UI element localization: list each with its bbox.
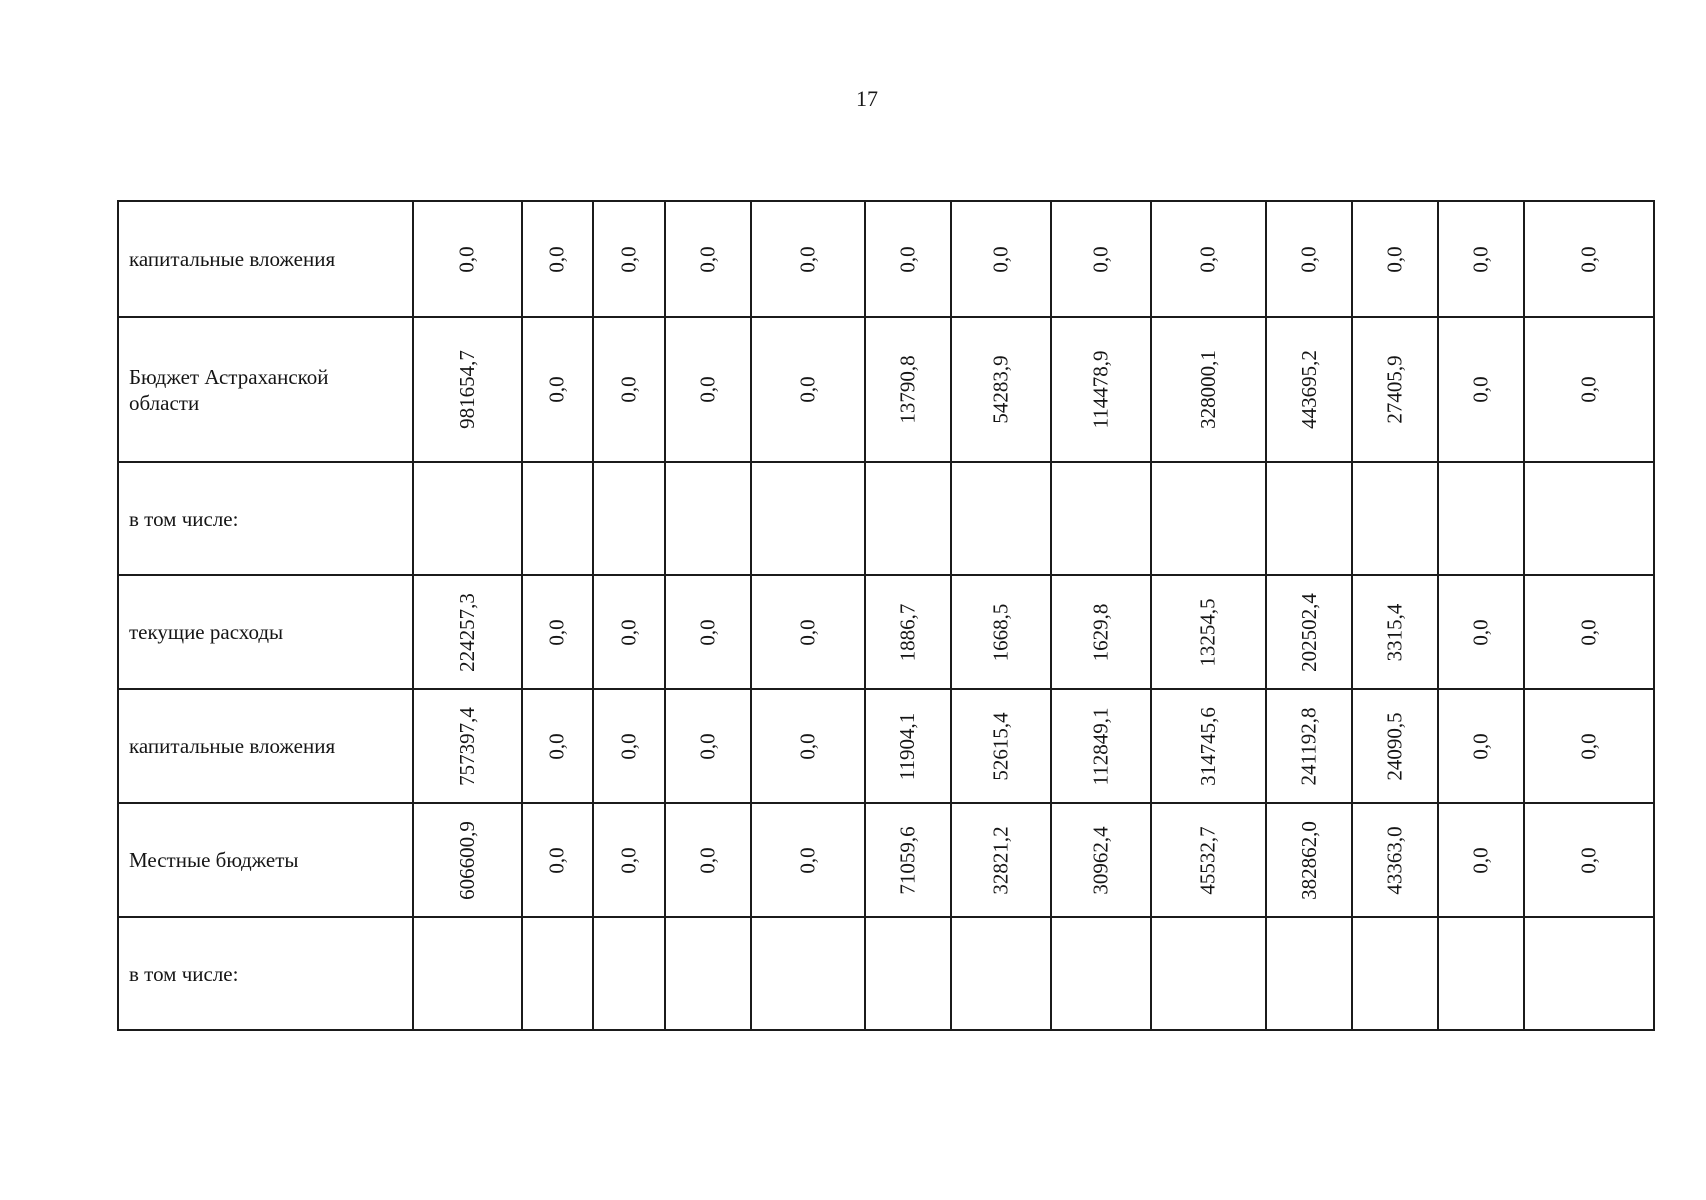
- table-cell: [1438, 689, 1524, 803]
- table-cell: [1151, 462, 1266, 575]
- cell-value: 0,0: [616, 732, 641, 760]
- table-row: [118, 201, 1654, 317]
- cell-value: 0,0: [695, 618, 720, 646]
- table-cell: [413, 462, 522, 575]
- table-cell: [1151, 803, 1266, 917]
- table-cell: [1051, 575, 1151, 689]
- table-cell: [1051, 689, 1151, 803]
- cell-value: 1886,7: [895, 603, 920, 661]
- table-cell: [1438, 201, 1524, 317]
- table-cell: [951, 201, 1051, 317]
- table-cell: [751, 917, 865, 1030]
- table-cell: [1438, 462, 1524, 575]
- table-cell: [951, 803, 1051, 917]
- table-cell: [865, 689, 951, 803]
- cell-value: 45532,7: [1196, 825, 1220, 895]
- table-cell: [1266, 201, 1352, 317]
- table-cell: [522, 317, 593, 462]
- cell-value: 27405,9: [1382, 355, 1407, 424]
- cell-value: 112849,1: [1088, 707, 1113, 785]
- table-cell: [751, 462, 865, 575]
- table-cell: [1352, 689, 1438, 803]
- table-row: [118, 689, 1654, 803]
- table-row: [118, 462, 1654, 575]
- table-cell: [593, 317, 665, 462]
- table-cell: [413, 917, 522, 1030]
- table-cell: [1151, 201, 1266, 317]
- table-cell: [1438, 803, 1524, 917]
- table-cell: [522, 803, 593, 917]
- row-label: текущие расходы: [118, 575, 413, 689]
- cell-value: 0,0: [1382, 245, 1407, 273]
- cell-value: 314745,6: [1196, 706, 1220, 786]
- table-cell: [593, 803, 665, 917]
- row-label: капитальные вложения: [118, 689, 413, 803]
- cell-value: 0,0: [1576, 618, 1601, 646]
- cell-value: 43363,0: [1382, 825, 1407, 895]
- table-cell: [413, 689, 522, 803]
- cell-value: 30962,4: [1088, 825, 1113, 895]
- cell-value: 0,0: [455, 245, 479, 273]
- table-cell: [1438, 917, 1524, 1030]
- table-row: [118, 575, 1654, 689]
- table-cell: [865, 201, 951, 317]
- table-cell: [1438, 317, 1524, 462]
- cell-value: 202502,4: [1296, 592, 1321, 672]
- cell-value: 71059,6: [895, 825, 920, 895]
- cell-value: 0,0: [695, 846, 720, 874]
- cell-value: 0,0: [1468, 732, 1493, 760]
- cell-value: 757397,4: [455, 706, 479, 786]
- table-cell: [1151, 575, 1266, 689]
- cell-value: 54283,9: [988, 355, 1013, 424]
- cell-value: 0,0: [545, 618, 569, 646]
- table-cell: [522, 201, 593, 317]
- table-cell: [865, 575, 951, 689]
- table-cell: [751, 803, 865, 917]
- cell-value: 11904,1: [895, 712, 920, 780]
- table-cell: [665, 201, 751, 317]
- table-cell: [1524, 462, 1654, 575]
- table-cell: [751, 317, 865, 462]
- cell-value: 0,0: [795, 846, 820, 874]
- table-cell: [1352, 317, 1438, 462]
- cell-value: 0,0: [1296, 245, 1321, 273]
- table-cell: [1266, 689, 1352, 803]
- table-cell: [413, 317, 522, 462]
- table-cell: [593, 917, 665, 1030]
- table-cell: [1051, 917, 1151, 1030]
- cell-value: 0,0: [1088, 245, 1113, 273]
- cell-value: 32821,2: [988, 825, 1013, 895]
- budget-table: [117, 200, 1655, 1031]
- table-cell: [951, 462, 1051, 575]
- cell-value: 241192,8: [1296, 707, 1321, 785]
- table-cell: [751, 689, 865, 803]
- table-cell: [1524, 575, 1654, 689]
- cell-value: 0,0: [1576, 245, 1601, 273]
- table-cell: [1151, 317, 1266, 462]
- table-cell: [1266, 317, 1352, 462]
- cell-value: 0,0: [1196, 245, 1220, 273]
- cell-value: 0,0: [695, 245, 720, 273]
- row-label: капитальные вложения: [118, 201, 413, 317]
- cell-value: 0,0: [1576, 732, 1601, 760]
- cell-value: 0,0: [545, 846, 569, 874]
- cell-value: 13254,5: [1196, 597, 1220, 667]
- cell-value: 13790,8: [895, 355, 920, 424]
- table-cell: [413, 575, 522, 689]
- table-cell: [665, 917, 751, 1030]
- table-cell: [522, 462, 593, 575]
- page-number: 17: [856, 86, 878, 111]
- cell-value: 0,0: [1576, 376, 1601, 403]
- table-cell: [1352, 462, 1438, 575]
- table-cell: [665, 317, 751, 462]
- table-cell: [1524, 803, 1654, 917]
- cell-value: 382862,0: [1296, 820, 1321, 900]
- cell-value: 0,0: [695, 376, 720, 403]
- cell-value: 606600,9: [455, 820, 479, 900]
- cell-value: 0,0: [1468, 846, 1493, 874]
- table-cell: [593, 575, 665, 689]
- table-cell: [1266, 803, 1352, 917]
- cell-value: 0,0: [1468, 376, 1493, 403]
- cell-value: 52615,4: [988, 711, 1013, 781]
- table-cell: [1524, 689, 1654, 803]
- cell-value: 0,0: [616, 618, 641, 646]
- cell-value: 0,0: [988, 245, 1013, 273]
- cell-value: 0,0: [616, 846, 641, 874]
- cell-value: 0,0: [545, 376, 569, 403]
- table-row: [118, 917, 1654, 1030]
- table-cell: [522, 689, 593, 803]
- table-cell: [1266, 462, 1352, 575]
- table-cell: [665, 575, 751, 689]
- table-cell: [1151, 917, 1266, 1030]
- cell-value: 114478,9: [1088, 350, 1113, 429]
- table-cell: [1524, 317, 1654, 462]
- table-cell: [951, 317, 1051, 462]
- table-cell: [1266, 575, 1352, 689]
- table-cell: [1151, 689, 1266, 803]
- table-cell: [951, 917, 1051, 1030]
- cell-value: 0,0: [616, 376, 641, 403]
- cell-value: 0,0: [795, 732, 820, 760]
- row-label: Местные бюджеты: [118, 803, 413, 917]
- table-cell: [1266, 917, 1352, 1030]
- table-cell: [1524, 201, 1654, 317]
- table-cell: [665, 689, 751, 803]
- table-cell: [865, 317, 951, 462]
- cell-value: 0,0: [795, 376, 820, 403]
- cell-value: 328000,1: [1196, 350, 1220, 429]
- table-cell: [751, 201, 865, 317]
- table-cell: [522, 917, 593, 1030]
- row-label: в том числе:: [118, 462, 413, 575]
- cell-value: 24090,5: [1382, 711, 1407, 781]
- table-row: [118, 803, 1654, 917]
- table-cell: [593, 201, 665, 317]
- table-cell: [593, 462, 665, 575]
- cell-value: 0,0: [795, 618, 820, 646]
- row-label: в том числе:: [118, 917, 413, 1030]
- cell-value: 0,0: [695, 732, 720, 760]
- cell-value: 443695,2: [1296, 350, 1321, 429]
- table-cell: [951, 575, 1051, 689]
- cell-value: 1629,8: [1088, 603, 1113, 661]
- table-cell: [1352, 201, 1438, 317]
- table-cell: [865, 803, 951, 917]
- cell-value: 0,0: [1468, 618, 1493, 646]
- table-cell: [665, 803, 751, 917]
- cell-value: 0,0: [795, 245, 820, 273]
- table-cell: [1352, 917, 1438, 1030]
- cell-value: 981654,7: [455, 350, 479, 429]
- row-label: Бюджет Астраханской области: [118, 317, 413, 462]
- cell-value: 0,0: [545, 732, 569, 760]
- table-cell: [865, 917, 951, 1030]
- table-cell: [865, 462, 951, 575]
- table-cell: [951, 689, 1051, 803]
- table-cell: [1051, 201, 1151, 317]
- table-cell: [522, 575, 593, 689]
- cell-value: 0,0: [895, 245, 920, 273]
- table-cell: [1352, 803, 1438, 917]
- table-cell: [1352, 575, 1438, 689]
- table-cell: [665, 462, 751, 575]
- cell-value: 1668,5: [988, 603, 1013, 661]
- table-cell: [413, 201, 522, 317]
- table-cell: [1051, 803, 1151, 917]
- table-body: [118, 201, 1654, 1030]
- cell-value: 224257,3: [455, 592, 479, 672]
- cell-value: 3315,4: [1382, 603, 1407, 661]
- table-row: [118, 317, 1654, 462]
- table-cell: [593, 689, 665, 803]
- table-cell: [1051, 462, 1151, 575]
- table-cell: [1438, 575, 1524, 689]
- table-cell: [751, 575, 865, 689]
- table-cell: [1524, 917, 1654, 1030]
- cell-value: 0,0: [616, 245, 641, 273]
- cell-value: 0,0: [1576, 846, 1601, 874]
- cell-value: 0,0: [1468, 245, 1493, 273]
- cell-value: 0,0: [545, 245, 569, 273]
- table-cell: [1051, 317, 1151, 462]
- table-cell: [413, 803, 522, 917]
